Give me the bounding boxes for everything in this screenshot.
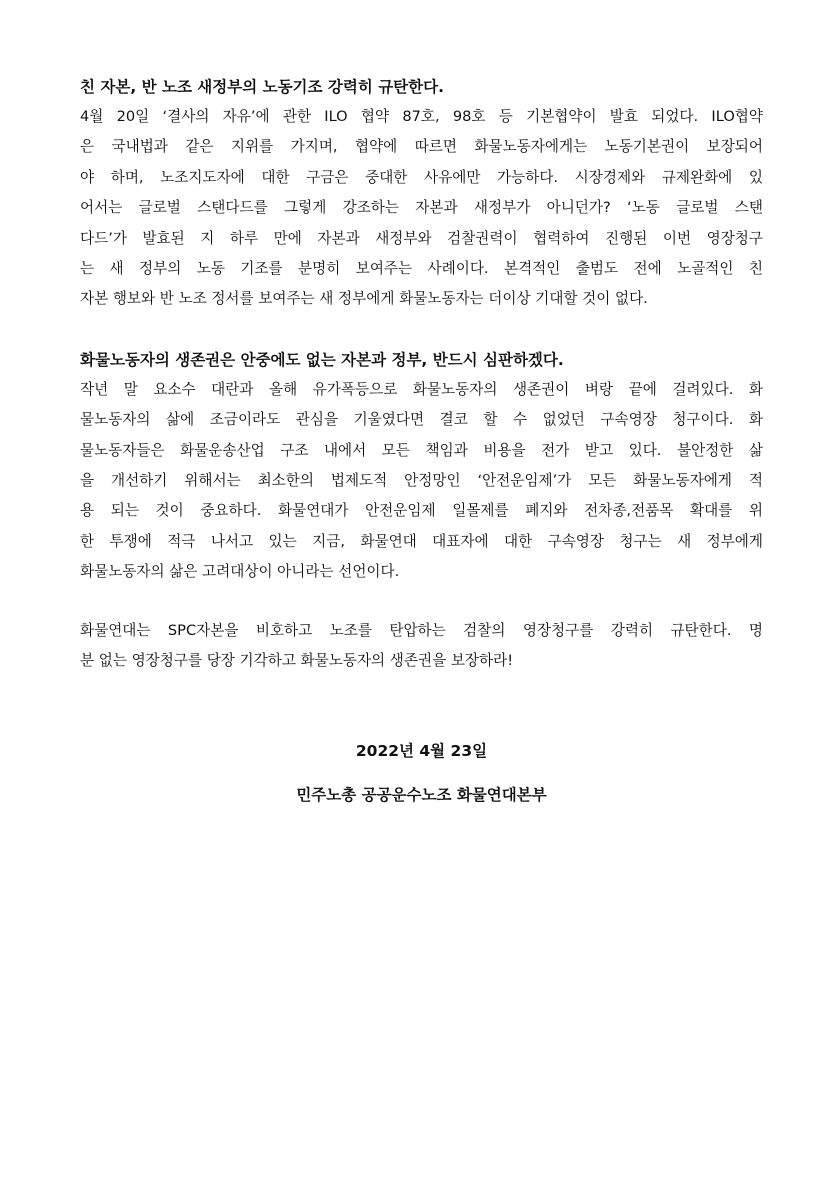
section-1-paragraph [80, 102, 763, 315]
paragraph-line: 어서는 글로벌 스탠다드를 그렇게 강조하는 자본과 새정부가 아니던가? ‘노동 글로벌 스탠 [80, 199, 763, 217]
paragraph-line: 분 없는 영장청구를 당장 기각하고 화물노동자의 생존권을 보장하라! [80, 652, 514, 670]
footer-spacer [80, 677, 763, 739]
paragraph-line: 화물노동자의 삶은 고려대상이 아니라는 선언이다. [80, 563, 400, 581]
paragraph-line: 작년 말 요소수 대란과 올해 유가폭등으로 화물노동자의 생존권이 벼랑 끝에 걸려있다. 화 [80, 380, 763, 398]
paragraph-line: 야 하며, 노조지도자에 대한 구금은 중대한 사유에만 가능하다. 시장경제와 규제완화에 있 [80, 168, 763, 186]
paragraph-line: 물노동자들은 화물운송산업 구조 내에서 모든 책임과 비용을 전가 받고 있다. 불안정한 삶 [80, 441, 763, 459]
paragraph-line: 한 투쟁에 적극 나서고 있는 지금, 화물연대 대표자에 대한 구속영장 청구는 새 정부에게 [80, 532, 763, 550]
paragraph-line: 는 새 정부의 노동 기조를 분명히 보여주는 사례이다. 본격적인 출범도 전에 노골적인 친 [80, 260, 763, 278]
section-2-heading: 화물노동자의 생존권은 안중에도 없는 자본과 정부, 반드시 심판하겠다. [80, 350, 564, 369]
section-1-heading: 친 자본, 반 노조 새정부의 노동기조 강력히 규탄한다. [80, 78, 444, 96]
paragraph-line: 자본 행보와 반 노조 정서를 보여주는 새 정부에게 화물노동자는 더이상 기대할 것이 없다. [80, 290, 648, 308]
paragraph-line: 은 국내법과 같은 지위를 가지며, 협약에 따르면 화물노동자에게는 노동기본권이 보장되어 [80, 138, 763, 156]
paragraph-line: 을 개선하기 위해서는 최소한의 법제도적 안정망인 ‘안전운임제’가 모든 화물노동자에게 적 [80, 472, 763, 490]
paragraph-line: 용 되는 것이 중요하다. 화물연대가 안전운임제 일몰제를 폐지와 전차종,전품목 확대를 위 [80, 502, 763, 520]
paragraph-line: 4월 20일 ‘결사의 자유’에 관한 ILO 협약 87호, 98호 등 기본협약이 발효 되었다. ILO협약 [80, 108, 763, 125]
section-spacer [80, 588, 763, 616]
statement-date: 2022년 4월 23일 [355, 741, 488, 760]
section-spacer [80, 315, 763, 345]
paragraph-line: 화물연대는 SPC자본을 비호하고 노조를 탄압하는 검찰의 영장청구를 강력히 규탄한다. 명 [80, 621, 763, 639]
issuing-organization: 민주노총 공공운수노조 화물연대본부 [296, 785, 547, 804]
section-2-paragraph [80, 375, 763, 588]
paragraph-line: 다드’가 발효된 지 하루 만에 자본과 새정부와 검찰권력이 협력하여 진행된 이번 영장청구 [80, 229, 763, 247]
paragraph-line: 물노동자의 삶에 조금이라도 관심을 기울였다면 결코 할 수 없었던 구속영장 청구이다. 화 [80, 411, 763, 429]
section-3-paragraph [80, 616, 763, 677]
statement-document [80, 72, 763, 805]
